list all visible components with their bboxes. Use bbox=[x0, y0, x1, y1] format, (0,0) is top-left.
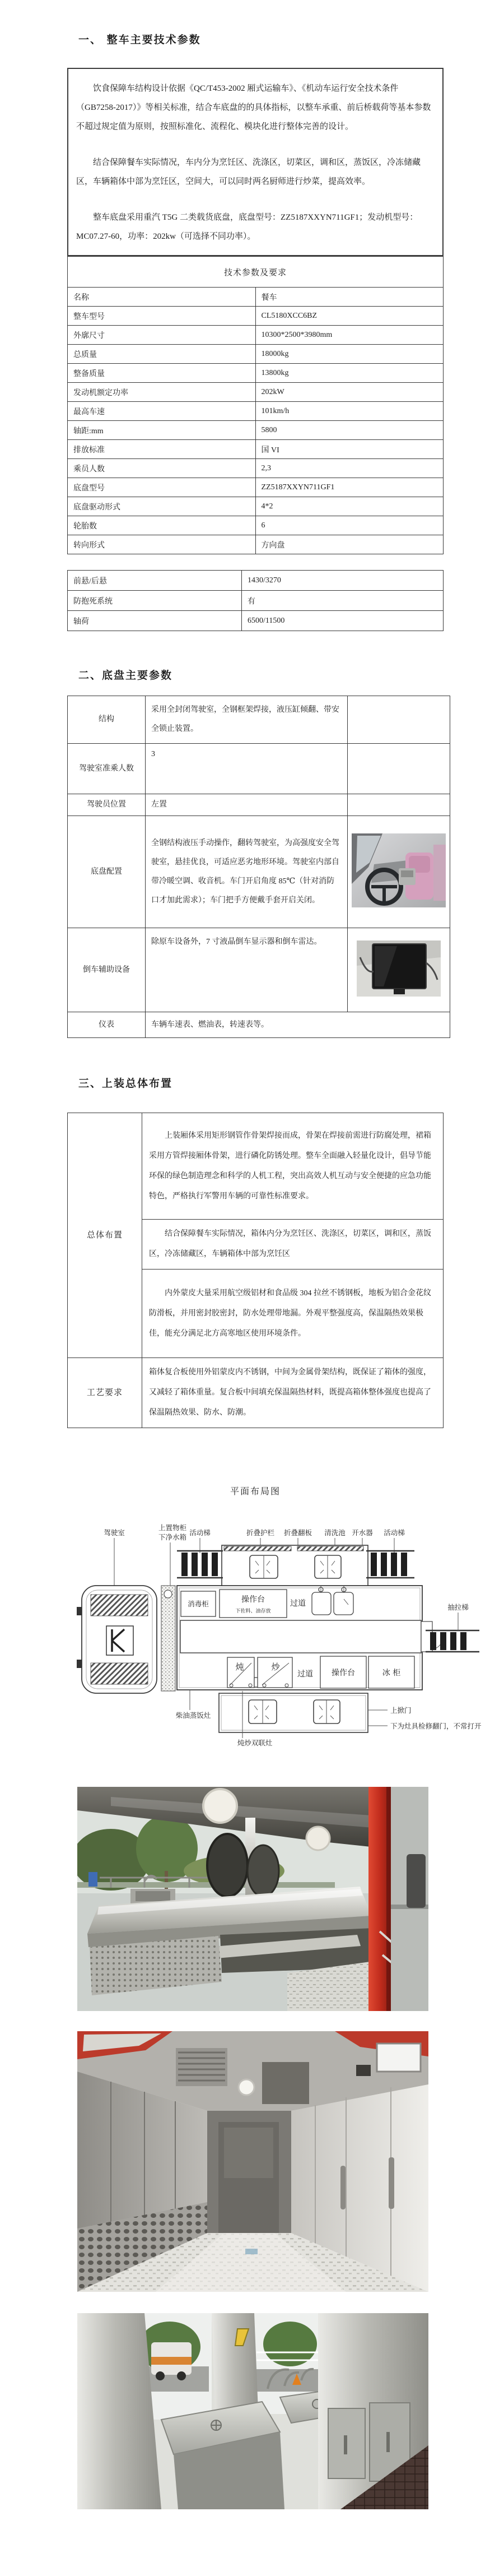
param-label: 底盘驱动形式 bbox=[68, 497, 256, 516]
table-row bbox=[68, 744, 450, 794]
table-row bbox=[68, 816, 450, 928]
empty-cell bbox=[348, 744, 450, 794]
reversing-monitor-photo bbox=[348, 928, 450, 1012]
center-aisle bbox=[180, 1620, 421, 1653]
table-row bbox=[68, 459, 444, 478]
param-label: 轴距:mm bbox=[68, 421, 256, 440]
intro-paragraph: 整车底盘采用重汽 T5G 二类载货底盘，底盘型号：ZZ5187XXYN711GF1；发动机型号：MC07.27-60，功率：202kw（可选择不同功率）。 bbox=[76, 213, 418, 241]
label-upper-cabinet: 上置物柜 bbox=[158, 1523, 187, 1532]
floorplan-title: 平面布局图 bbox=[230, 1486, 281, 1497]
layout-paragraph: 上装厢体采用矩形钢管作骨架焊接而成，骨架在焊接前需进行防腐处理，裙箱采用方管焊接厢体骨架，进行磷化防锈处理。整车全面融入轻量化设计，倡导节能环保的绿色制造理念和科学的人机工程，突出高效人机互动与安全便捷的应急功能特色，严格执行军警用车辆的可靠性标准要求。 bbox=[149, 1131, 431, 1201]
cabinet-strip bbox=[161, 1586, 175, 1691]
worktable-bottom-label: 操作台 bbox=[332, 1669, 355, 1678]
ladder-left bbox=[177, 1551, 223, 1578]
table-header: 技术参数及要求 bbox=[68, 257, 444, 288]
param-value: 18000kg bbox=[255, 345, 444, 364]
param-value: 国 VI bbox=[255, 440, 444, 459]
param-value: 方向盘 bbox=[255, 535, 444, 554]
aisle-bottom-label: 过道 bbox=[297, 1670, 313, 1679]
section2-title: 二、底盘主要参数 bbox=[78, 669, 173, 682]
param-label: 轮胎数 bbox=[68, 516, 256, 535]
chassis-row-text: 全钢结构液压手动操作，翻转驾驶室，为高强度安全驾驶室，悬挂优良，可适应恶劣地形环境。驾驶室内部自带冷暖空调、收音机。车门开启角度 85℃（针对消防口才加此需求）；车门把手方便戴手套开启关闭。 bbox=[146, 816, 348, 928]
chassis-row-label: 驾驶员位置 bbox=[68, 794, 146, 816]
param-label: 转向形式 bbox=[68, 535, 256, 554]
label-fold-flap: 折叠翻板 bbox=[283, 1528, 312, 1537]
vehicle-param-table bbox=[67, 256, 444, 554]
aisle-top-label: 过道 bbox=[290, 1599, 306, 1608]
param-label: 整备质量 bbox=[68, 364, 256, 383]
table-row bbox=[68, 440, 444, 459]
chassis-table bbox=[67, 696, 450, 1038]
table-row bbox=[68, 307, 444, 326]
table-row bbox=[68, 497, 444, 516]
axle-param-table bbox=[67, 570, 444, 631]
lift-door-label: 上掀门 bbox=[390, 1706, 412, 1715]
table-row bbox=[68, 1012, 450, 1038]
param-label: 名称 bbox=[68, 288, 256, 307]
empty-cell bbox=[348, 794, 450, 816]
steamer-line-photo bbox=[77, 2313, 428, 2509]
body-layout-table bbox=[67, 1113, 444, 1428]
table-row bbox=[68, 421, 444, 440]
top-fold-flap bbox=[222, 1545, 368, 1586]
double-stove-label: 炖炒双联灶 bbox=[237, 1739, 273, 1747]
section3-title: 三、上装总体布置 bbox=[78, 1077, 173, 1090]
cab-interior-photo bbox=[348, 816, 450, 928]
table-row bbox=[68, 326, 444, 345]
table-row bbox=[68, 611, 444, 631]
floorplan-diagram bbox=[67, 1523, 487, 1750]
param-label: 轴荷 bbox=[68, 611, 242, 631]
chassis-row-text: 车辆车速表、燃油表，转速表等。 bbox=[146, 1012, 450, 1038]
layout-row-label: 工艺要求 bbox=[68, 1358, 142, 1428]
chassis-row-label: 驾驶室准乘人数 bbox=[68, 744, 146, 794]
open-side-kitchen-photo bbox=[77, 1787, 428, 2011]
layout-paragraph: 结合保障餐车实际情况，箱体内分为烹饪区、洗涤区，切菜区，调和区，蒸饭区，冷冻储藏区，车辆箱体中部为烹饪区 bbox=[149, 1230, 431, 1258]
worktable-top-label: 操作台 bbox=[241, 1595, 265, 1604]
table-row bbox=[68, 571, 444, 591]
label-ladder-right: 活动梯 bbox=[384, 1528, 405, 1537]
pullout-ladder-label: 抽拉梯 bbox=[447, 1603, 469, 1611]
param-value: 202kW bbox=[255, 383, 444, 402]
sink-right bbox=[334, 1592, 353, 1615]
table-row bbox=[68, 288, 444, 307]
param-label: 总质量 bbox=[68, 345, 256, 364]
param-label: 最高车速 bbox=[68, 402, 256, 421]
intro-paragraph: 结合保障餐车实际情况，车内分为烹饪区、洗涤区，切菜区，调和区，蒸饭区，冷冻储藏区，车辆箱体中部为烹饪区，空间大，可以同时两名厨师进行炒菜，提高效率。 bbox=[76, 158, 421, 186]
layout-row-text bbox=[142, 1270, 444, 1358]
chassis-row-label: 倒车辅助设备 bbox=[68, 928, 146, 1012]
table-row bbox=[68, 696, 450, 744]
param-value: 1430/3270 bbox=[242, 571, 444, 591]
empty-cell bbox=[348, 696, 450, 744]
chassis-row-text: 除原车设备外，7 寸液晶倒车显示器和倒车雷达。 bbox=[146, 928, 348, 1012]
table-row bbox=[68, 928, 450, 1012]
table-row bbox=[68, 535, 444, 554]
table-header-row bbox=[68, 257, 444, 288]
layout-row-label: 总体布置 bbox=[68, 1113, 142, 1358]
param-value: 4*2 bbox=[255, 497, 444, 516]
table-row bbox=[68, 478, 444, 497]
param-value: 13800kg bbox=[255, 364, 444, 383]
reversing-monitor-photo bbox=[357, 940, 441, 997]
cab-interior-photo bbox=[352, 833, 446, 907]
label-water-tank: 下净水箱 bbox=[158, 1533, 187, 1541]
table-row bbox=[68, 1113, 444, 1220]
param-value: 2,3 bbox=[255, 459, 444, 478]
label-fold-rail: 折叠护栏 bbox=[246, 1528, 275, 1537]
chassis-row-text: 3 bbox=[146, 744, 348, 794]
param-value: 6 bbox=[255, 516, 444, 535]
layout-row-text: 箱体复合板使用外铝蒙皮内不锈钢，中间为金属骨架结构，既保证了箱体的强度，又减轻了箱体重量。复合板中间填充保温隔热材料，既提高箱体整体强度也提高了保温隔热效果、防水、防潮。 bbox=[142, 1358, 444, 1428]
table-row bbox=[68, 516, 444, 535]
bottom-fold-flap bbox=[219, 1693, 368, 1732]
layout-row-text bbox=[142, 1220, 444, 1270]
galley-corridor-photo bbox=[77, 2031, 428, 2292]
intro-text-box bbox=[67, 68, 444, 256]
param-label: 底盘型号 bbox=[68, 478, 256, 497]
param-label: 排放标准 bbox=[68, 440, 256, 459]
fry-stove-label: 炒 bbox=[271, 1662, 280, 1672]
label-ladder-left: 活动梯 bbox=[189, 1528, 211, 1537]
table-row bbox=[68, 1358, 444, 1428]
worktable-top-sublabel: 下佐料、油存放 bbox=[235, 1609, 271, 1614]
param-value: 5800 bbox=[255, 421, 444, 440]
label-cab: 驾驶室 bbox=[104, 1528, 125, 1537]
stew-stove-label: 炖 bbox=[235, 1662, 244, 1672]
intro-paragraph: 饮食保障车结构设计依据《QC/T453-2002 厢式运输车》、《机动车运行安全技术条件（GB7258-2017）》等相关标准，结合车底盘的的具体指标，以整车承重、前后桥载荷等基本参数不超过规定值为原则，按照标准化、流程化、模块化进行整体完善的设计。 bbox=[76, 84, 431, 131]
pullout-ladder bbox=[426, 1630, 479, 1652]
param-label: 发动机额定功率 bbox=[68, 383, 256, 402]
label-water-boiler: 开水器 bbox=[352, 1528, 373, 1537]
layout-paragraph: 内外蒙皮大量采用航空级铝材和食品级 304 拉丝不锈钢板，地板为铝合金花纹防滑板，并用密封胶密封，防水处理带地漏。外观平整强度高，保温隔热效果极佳，能充分满足北方高寒地区使用环境条件。 bbox=[149, 1289, 431, 1338]
chassis-row-label: 结构 bbox=[68, 696, 146, 744]
table-row bbox=[68, 794, 450, 816]
freezer-label: 冰 柜 bbox=[382, 1669, 401, 1678]
chassis-row-label: 仪表 bbox=[68, 1012, 146, 1038]
param-value: CL5180XCC6BZ bbox=[255, 307, 444, 326]
chassis-row-text: 采用全封闭驾驶室，全钢框架焊接，液压缸倾翻、带安全锁止装置。 bbox=[146, 696, 348, 744]
truck-cab-topview bbox=[77, 1586, 157, 1693]
param-value: 101km/h bbox=[255, 402, 444, 421]
table-row bbox=[68, 383, 444, 402]
param-label: 乘员人数 bbox=[68, 459, 256, 478]
layout-row-text bbox=[142, 1113, 444, 1220]
table-row bbox=[68, 591, 444, 611]
disinfect-cabinet-label: 消毒柜 bbox=[188, 1600, 209, 1608]
table-row bbox=[68, 402, 444, 421]
sink-left bbox=[312, 1592, 331, 1615]
diesel-steamer-label: 柴油蒸饭灶 bbox=[175, 1711, 211, 1720]
service-door-label: 下为灶具检修翻门，不常打开 bbox=[390, 1722, 482, 1730]
param-label: 整车型号 bbox=[68, 307, 256, 326]
param-label: 外廓尺寸 bbox=[68, 326, 256, 345]
table-row bbox=[68, 345, 444, 364]
table-row bbox=[68, 364, 444, 383]
param-value: 有 bbox=[242, 591, 444, 611]
param-label: 前悬/后悬 bbox=[68, 571, 242, 591]
floorplan-drawing bbox=[67, 1523, 487, 1747]
param-value: 10300*2500*3980mm bbox=[255, 326, 444, 345]
label-wash-sink: 清洗池 bbox=[324, 1528, 346, 1537]
chassis-row-text: 左置 bbox=[146, 794, 348, 816]
param-value: 6500/11500 bbox=[242, 611, 444, 631]
chassis-row-label: 底盘配置 bbox=[68, 816, 146, 928]
section1-title: 一、 整车主要技术参数 bbox=[78, 34, 201, 46]
param-value: ZZ5187XXYN711GF1 bbox=[255, 478, 444, 497]
param-value: 餐车 bbox=[255, 288, 444, 307]
param-label: 防抱死系统 bbox=[68, 591, 242, 611]
ladder-right bbox=[366, 1551, 414, 1578]
